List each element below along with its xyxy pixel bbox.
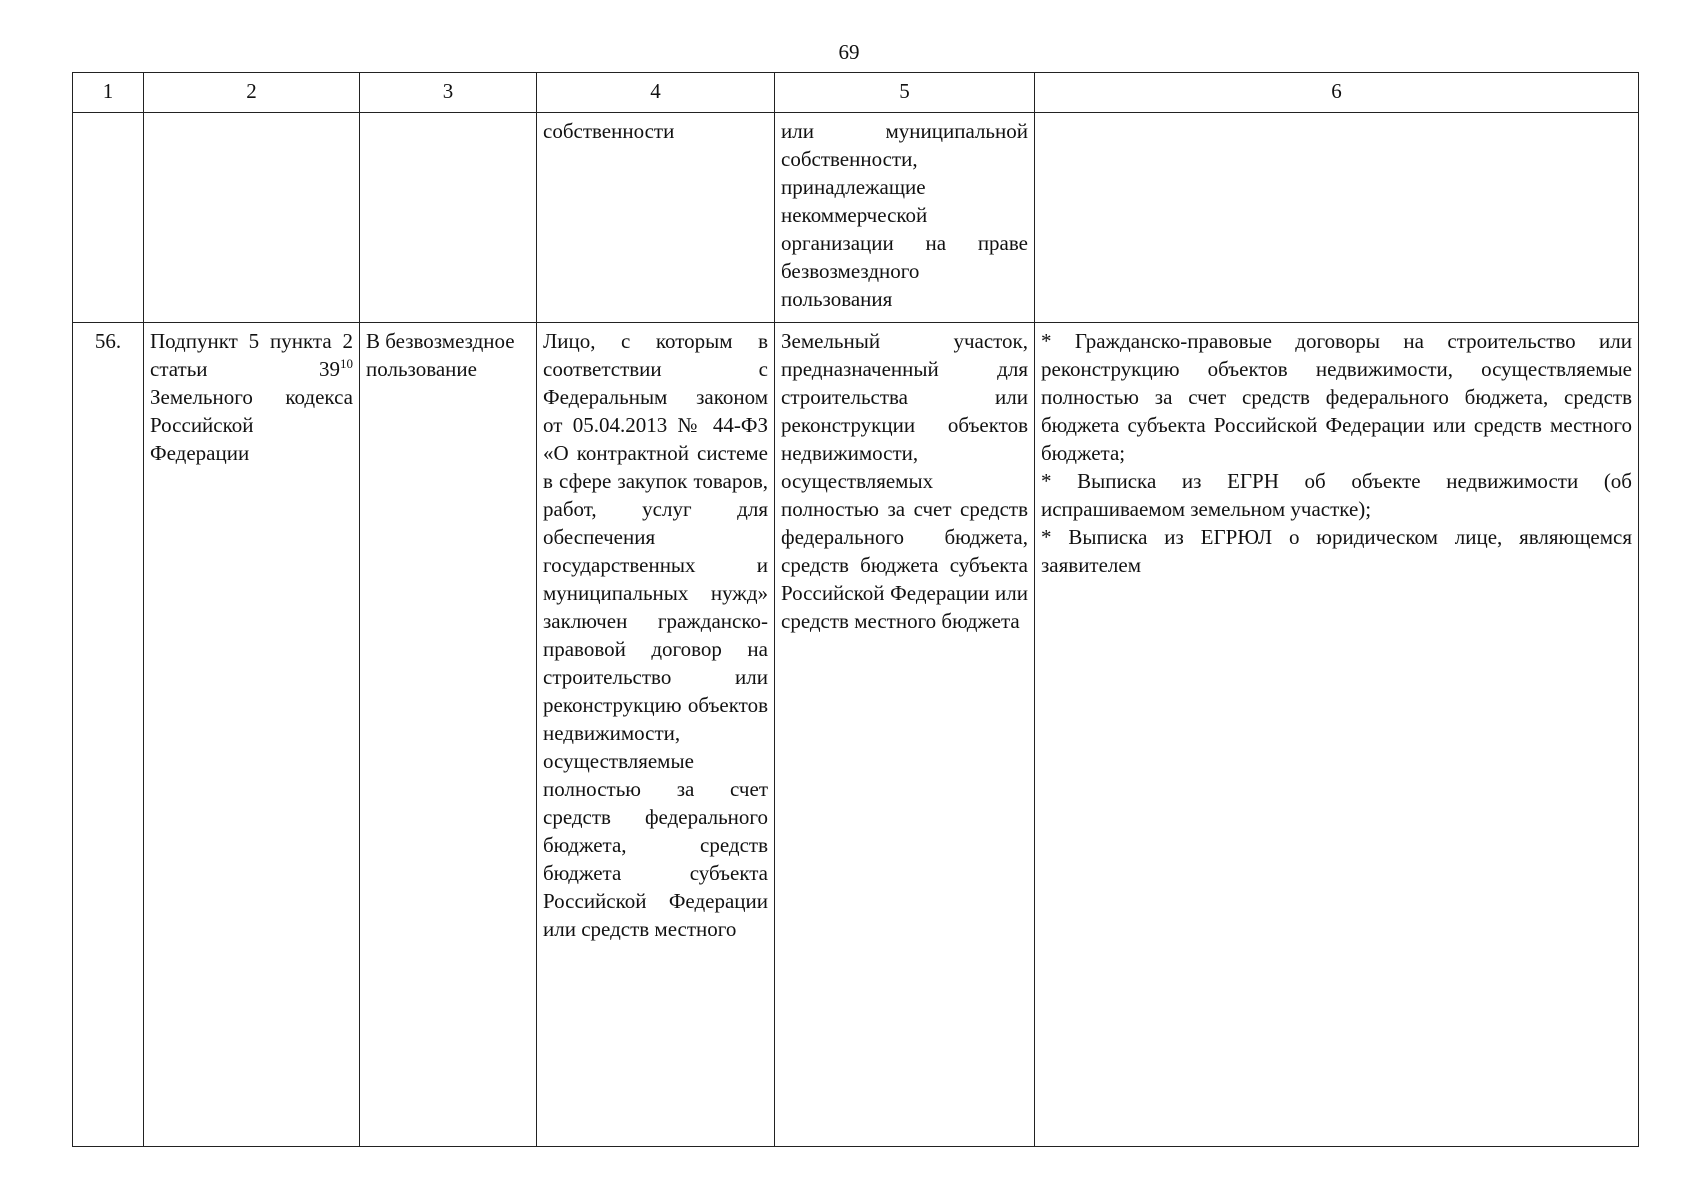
row-number-cell: [73, 113, 144, 323]
article-superscript: 10: [340, 356, 353, 371]
page-number: 69: [838, 40, 860, 64]
legal-basis-code: Земельного кодекса Российской Федерации: [150, 385, 353, 465]
applicant-cell: Лицо, с которым в соответствии с Федеральным законом от 05.04.2013 № 44-ФЗ «О контрактной системе в сфере закупок товаров, работ, услуг для обеспечения государственных и муниципальных нужд» заключен гражданско-правовой договор на строительство или реконструкцию объектов недвижимости, осуществляемые полностью за счет средств федерального бюджета, средств бюджета субъекта Российской Федерации или средств местного: [537, 323, 775, 1147]
document-item: * Выписка из ЕГРЮЛ о юридическом лице, являющемся заявителем: [1041, 525, 1632, 577]
table-row: [73, 113, 1639, 323]
header-col-6: 6: [1035, 73, 1639, 113]
documents-cell: [1035, 323, 1639, 1147]
land-plot-cell: Земельный участок, предназначенный для строительства или реконструкции объектов недвижимости, осуществляемых полностью за счет средств федерального бюджета, средств бюджета субъекта Российской Федерации или средств местного бюджета: [775, 323, 1035, 1147]
document-item: * Гражданско-правовые договоры на строительство или реконструкцию объектов недвижимости, осуществляемые полностью за счет средств федерального бюджета, средств бюджета субъекта Российской Федерации или средств местного бюджета;: [1041, 329, 1632, 465]
applicant-cell: собственности: [537, 113, 775, 323]
documents-cell: [1035, 113, 1639, 323]
header-col-1: 1: [73, 73, 144, 113]
header-col-3: 3: [360, 73, 537, 113]
document-table: [72, 72, 1639, 1147]
document-item: * Выписка из ЕГРН об объекте недвижимости (об испрашиваемом земельном участке);: [1041, 469, 1632, 521]
table-row: [73, 323, 1639, 1147]
land-plot-cell: или муниципальной собственности, принадлежащие некоммерческой организации на праве безвозмездного пользования: [775, 113, 1035, 323]
header-col-2: 2: [144, 73, 360, 113]
right-type-cell: В безвозмездное пользование: [360, 323, 537, 1147]
header-col-4: 4: [537, 73, 775, 113]
table-header-row: [73, 73, 1639, 113]
header-col-5: 5: [775, 73, 1035, 113]
legal-basis-text: Подпункт 5 пункта 2 статьи 39: [150, 329, 353, 381]
legal-basis-cell: [144, 113, 360, 323]
legal-basis-cell: [144, 323, 360, 1147]
right-type-cell: [360, 113, 537, 323]
row-number-cell: 56.: [73, 323, 144, 1147]
